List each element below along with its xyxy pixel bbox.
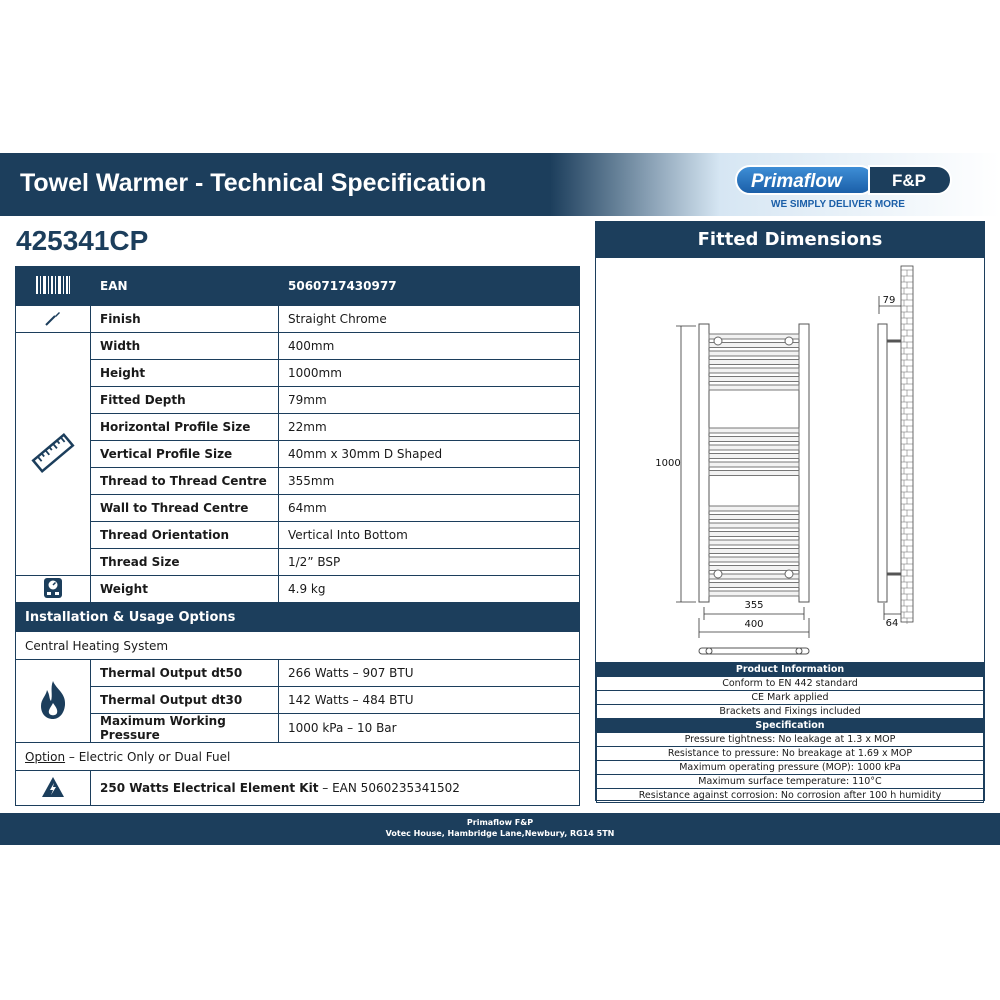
dimension-row [16, 360, 580, 387]
install-heading-row [16, 603, 580, 632]
option-word: Option [25, 749, 66, 764]
dim-value: 1000mm [279, 360, 580, 387]
ruler-icon-cell [16, 333, 91, 576]
rail-bar [709, 351, 799, 356]
element-text [91, 771, 580, 806]
dimension-row [16, 441, 580, 468]
rail-bar [709, 368, 799, 373]
dim-label: Thread to Thread Centre [91, 468, 279, 495]
brush-icon-cell [16, 306, 91, 333]
rail-bar [709, 360, 799, 365]
product-code: 425341CP [16, 225, 149, 256]
thermal-label: Thermal Output dt30 [91, 687, 279, 714]
dim-height-label: 1000 [655, 458, 681, 469]
dim-label: Height [91, 360, 279, 387]
dim-label: Width [91, 333, 279, 360]
rail-bar [709, 385, 799, 390]
specification-row: Pressure tightness: No leakage at 1.3 x MOP [597, 733, 984, 747]
thermal-value: 1000 kPa – 10 Bar [279, 714, 580, 743]
product-info-row: Conform to EN 442 standard [597, 677, 984, 691]
scale-icon-cell [16, 576, 91, 603]
footer-address: Votec House, Hambridge Lane,Newbury, RG14 5TN [385, 829, 615, 838]
logo-tagline: WE SIMPLY DELIVER MORE [771, 199, 905, 210]
rail-bar [709, 462, 799, 467]
option-text [16, 743, 580, 771]
rail-bar [709, 515, 799, 520]
dimension-row [16, 387, 580, 414]
dim-value: 79mm [279, 387, 580, 414]
central-heating-text: Central Heating System [16, 632, 580, 660]
dimension-row [16, 495, 580, 522]
thermal-value: 142 Watts – 484 BTU [279, 687, 580, 714]
product-info-row: CE Mark applied [597, 691, 984, 705]
dimension-row [16, 468, 580, 495]
finish-row [16, 306, 580, 333]
dim-label: Fitted Depth [91, 387, 279, 414]
dim-value: 22mm [279, 414, 580, 441]
install-heading: Installation & Usage Options [16, 603, 580, 632]
flame-icon [36, 679, 70, 721]
rail-bar [709, 591, 799, 596]
central-heating-row [16, 632, 580, 660]
rail-bar [709, 428, 799, 433]
option-rest: – Electric Only or Dual Fuel [65, 749, 231, 764]
dim-wall-label: 64 [885, 618, 899, 629]
specification-row: Maximum operating pressure (MOP): 1000 kPa [597, 761, 984, 775]
dim-value: 355mm [279, 468, 580, 495]
logo-brand-text: Primaflow [751, 171, 842, 192]
thermal-row [16, 660, 580, 687]
specification-row: Resistance against corrosion: No corrosion after 100 h humidity [597, 789, 984, 803]
dim-label: Thread Size [91, 549, 279, 576]
element-bold: 250 Watts Electrical Element Kit [100, 781, 319, 795]
logo-suffix-box [868, 165, 952, 195]
rail-bar [709, 583, 799, 588]
dim-thread-label: 355 [744, 600, 764, 611]
rail-bar [709, 540, 799, 545]
rail-bar [709, 523, 799, 528]
barcode-icon-cell [16, 267, 91, 306]
element-row [16, 771, 580, 806]
element-rest: – EAN 5060235341502 [318, 781, 460, 795]
dimension-row [16, 522, 580, 549]
spec-table [15, 266, 580, 806]
electric-icon-cell [16, 771, 91, 806]
dim-width-label: 400 [744, 619, 764, 630]
specification-row: Maximum surface temperature: 110°C [597, 775, 984, 789]
brand-logo [735, 165, 951, 213]
info-table [596, 662, 984, 803]
product-info-row: Brackets and Fixings included [597, 705, 984, 719]
ruler-icon [30, 430, 76, 476]
rail-bar [709, 377, 799, 382]
finish-value: Straight Chrome [279, 306, 580, 333]
rail-bar [709, 445, 799, 450]
ean-row [16, 267, 580, 306]
footer-company: Primaflow F&P [466, 818, 534, 827]
logo-brand-pill [735, 165, 875, 195]
dimension-row [16, 414, 580, 441]
specification-row: Resistance to pressure: No breakage at 1.69 x MOP [597, 747, 984, 761]
rail-bar [709, 506, 799, 511]
brush-icon [43, 308, 63, 328]
specification-heading: Specification [597, 719, 984, 733]
rail-bar [709, 557, 799, 562]
weight-label: Weight [91, 576, 279, 603]
dim-value: 400mm [279, 333, 580, 360]
dim-value: 1/2” BSP [279, 549, 580, 576]
weight-value: 4.9 kg [279, 576, 580, 603]
footer [0, 813, 1000, 845]
dim-label: Horizontal Profile Size [91, 414, 279, 441]
thermal-label: Maximum Working Pressure [91, 714, 279, 743]
dim-label: Thread Orientation [91, 522, 279, 549]
page-title: Towel Warmer - Technical Specification [20, 169, 487, 197]
flame-icon-cell [16, 660, 91, 743]
rail-bar [709, 437, 799, 442]
scale-icon [43, 577, 63, 599]
dim-value: Vertical Into Bottom [279, 522, 580, 549]
dim-value: 40mm x 30mm D Shaped [279, 441, 580, 468]
thermal-row [16, 687, 580, 714]
fitted-dimensions-panel [595, 221, 985, 801]
fitted-dimensions-title: Fitted Dimensions [596, 222, 984, 258]
product-info-heading: Product Information [597, 663, 984, 677]
rail-bar [709, 549, 799, 554]
radiator-drawing [596, 258, 984, 662]
option-row [16, 743, 580, 771]
finish-label: Finish [91, 306, 279, 333]
barcode-icon [35, 275, 71, 295]
weight-row [16, 576, 580, 603]
rail-bar [709, 471, 799, 476]
logo-suffix-text: F&P [892, 171, 926, 190]
thermal-value: 266 Watts – 907 BTU [279, 660, 580, 687]
dimension-row [16, 549, 580, 576]
dim-label: Wall to Thread Centre [91, 495, 279, 522]
dim-label: Vertical Profile Size [91, 441, 279, 468]
thermal-row [16, 714, 580, 743]
rail-bar [709, 566, 799, 571]
dim-depth-label: 79 [882, 295, 896, 306]
ean-label: EAN [91, 267, 279, 306]
ean-value: 5060717430977 [279, 267, 580, 306]
rail-bar [709, 532, 799, 537]
dimension-row [16, 333, 580, 360]
electric-warning-icon [41, 776, 65, 798]
dim-value: 64mm [279, 495, 580, 522]
thermal-label: Thermal Output dt50 [91, 660, 279, 687]
rail-bar [709, 454, 799, 459]
